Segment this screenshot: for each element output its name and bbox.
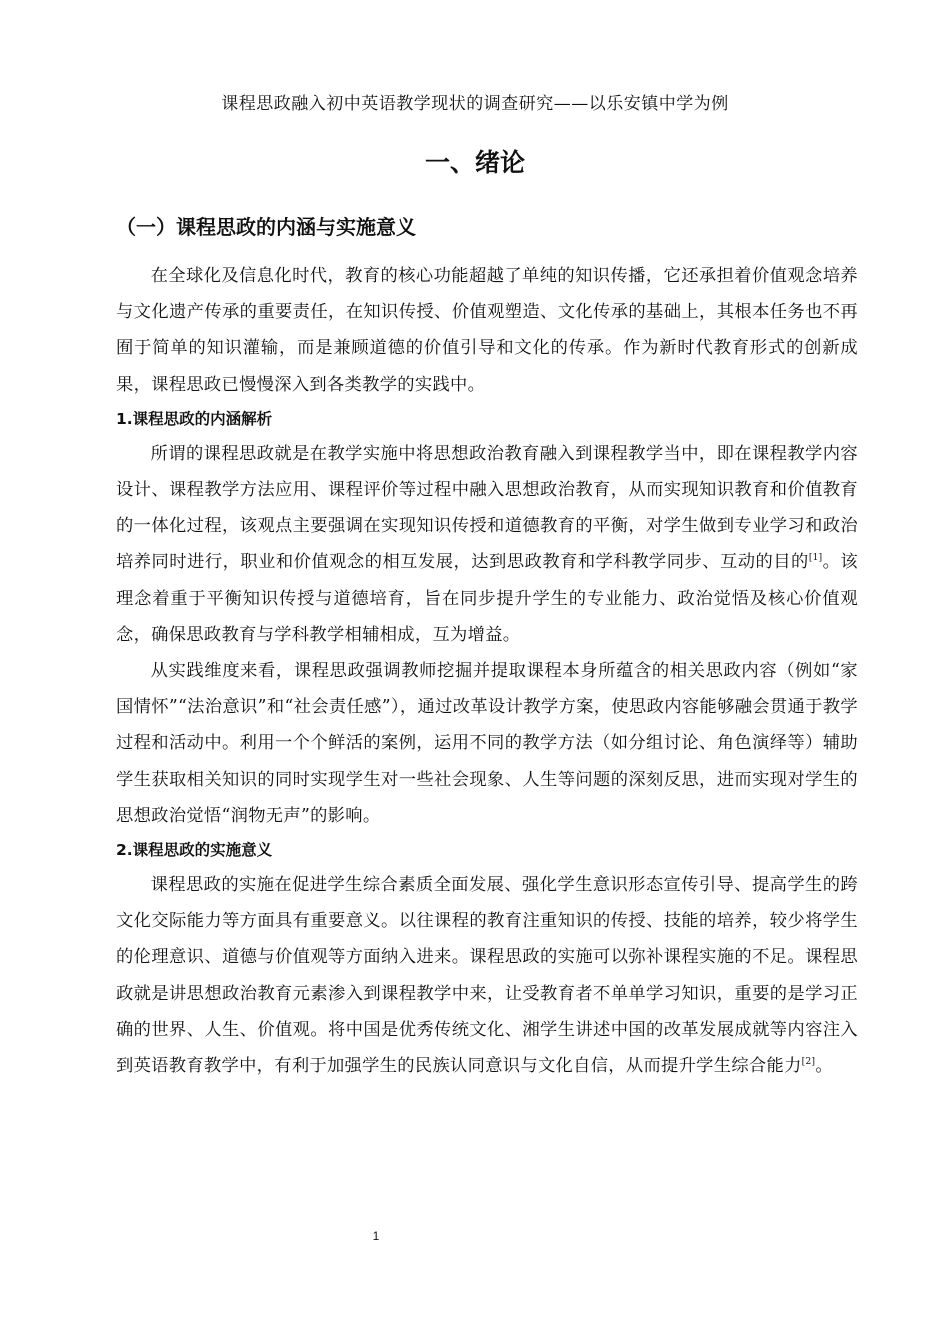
citation-ref-1: [1] bbox=[808, 553, 823, 564]
paragraph-text: 所谓的课程思政就是在教学实施中将思想政治教育融入到课程教学当中，即在课程教学内容设计、课程教学方法应用、课程评价等过程中融入思想政治教育，从而实现知识教育和价值教育的一体化过程，该观点主要强调在实现知识传授和道德教育的平衡，对学生做到专业学习和政治培养同时进行，职业和价值观念的相互发展，达到思政教育和学科教学同步、互动的目的 bbox=[116, 443, 858, 573]
page-number: 1 bbox=[372, 1229, 380, 1243]
paragraph-text: 。 bbox=[815, 1056, 833, 1077]
subsection-1-paragraph-2: 从实践维度来看，课程思政强调教师挖掘并提取课程本身所蕴含的相关思政内容（例如“家国情怀”“法治意识”和“社会责任感”），通过改革设计教学方案，使思政内容能够融会贯通于教学过程和活动中。利用一个个鲜活的案例，运用不同的教学方法（如分组讨论、角色演绎等）辅助学生获取相关知识的同时实现学生对一些社会现象、人生等问题的深刻反思，进而实现对学生的思想政治觉悟“润物无声”的影响。 bbox=[116, 661, 858, 826]
paragraph-text: 。该理念着重于平衡知识传授与道德培育，旨在同步提升学生的专业能力、政治觉悟及核心价值观念，确保思政教育与学科教学相辅相成，互为增益。 bbox=[116, 552, 858, 645]
subsection-2-paragraph-1 bbox=[116, 867, 858, 1084]
citation-ref-2: [2] bbox=[801, 1057, 816, 1068]
body-text bbox=[116, 258, 858, 1084]
chapter-title: 一、绪论 bbox=[424, 148, 525, 177]
subsection-1-paragraph-1 bbox=[116, 436, 858, 653]
intro-paragraph: 在全球化及信息化时代，教育的核心功能超越了单纯的知识传播，它还承担着价值观念培养与文化遗产传承的重要责任，在知识传授、价值观塑造、文化传承的基础上，其根本任务也不再囿于简单的知识灌输，而是兼顾道德的价值引导和文化的传承。作为新时代教育形式的创新成果，课程思政已慢慢深入到各类教学的实践中。 bbox=[116, 266, 858, 395]
subsection-1-heading: 1.课程思政的内涵解析 bbox=[116, 409, 273, 428]
subsection-2-heading: 2.课程思政的实施意义 bbox=[116, 841, 273, 860]
running-title: 课程思政融入初中英语教学现状的调查研究——以乐安镇中学为例 bbox=[221, 94, 729, 114]
paragraph-text: 课程思政的实施在促进学生综合素质全面发展、强化学生意识形态宣传引导、提高学生的跨文化交际能力等方面具有重要意义。以往课程的教育注重知识的传授、技能的培养，较少将学生的伦理意识、道德与价值观等方面纳入进来。课程思政的实施可以弥补课程实施的不足。课程思政就是讲思想政治教育元素渗入到课程教学中来，让受教育者不单单学习知识，重要的是学习正确的世界、人生、价值观。将中国是优秀传统文化、湘学生讲述中国的改革发展成就等内容注入到英语教育教学中，有利于加强学生的民族认同意识与文化自信，从而提升学生综合能力 bbox=[116, 875, 858, 1077]
section-title: （一）课程思政的内涵与实施意义 bbox=[116, 215, 416, 239]
